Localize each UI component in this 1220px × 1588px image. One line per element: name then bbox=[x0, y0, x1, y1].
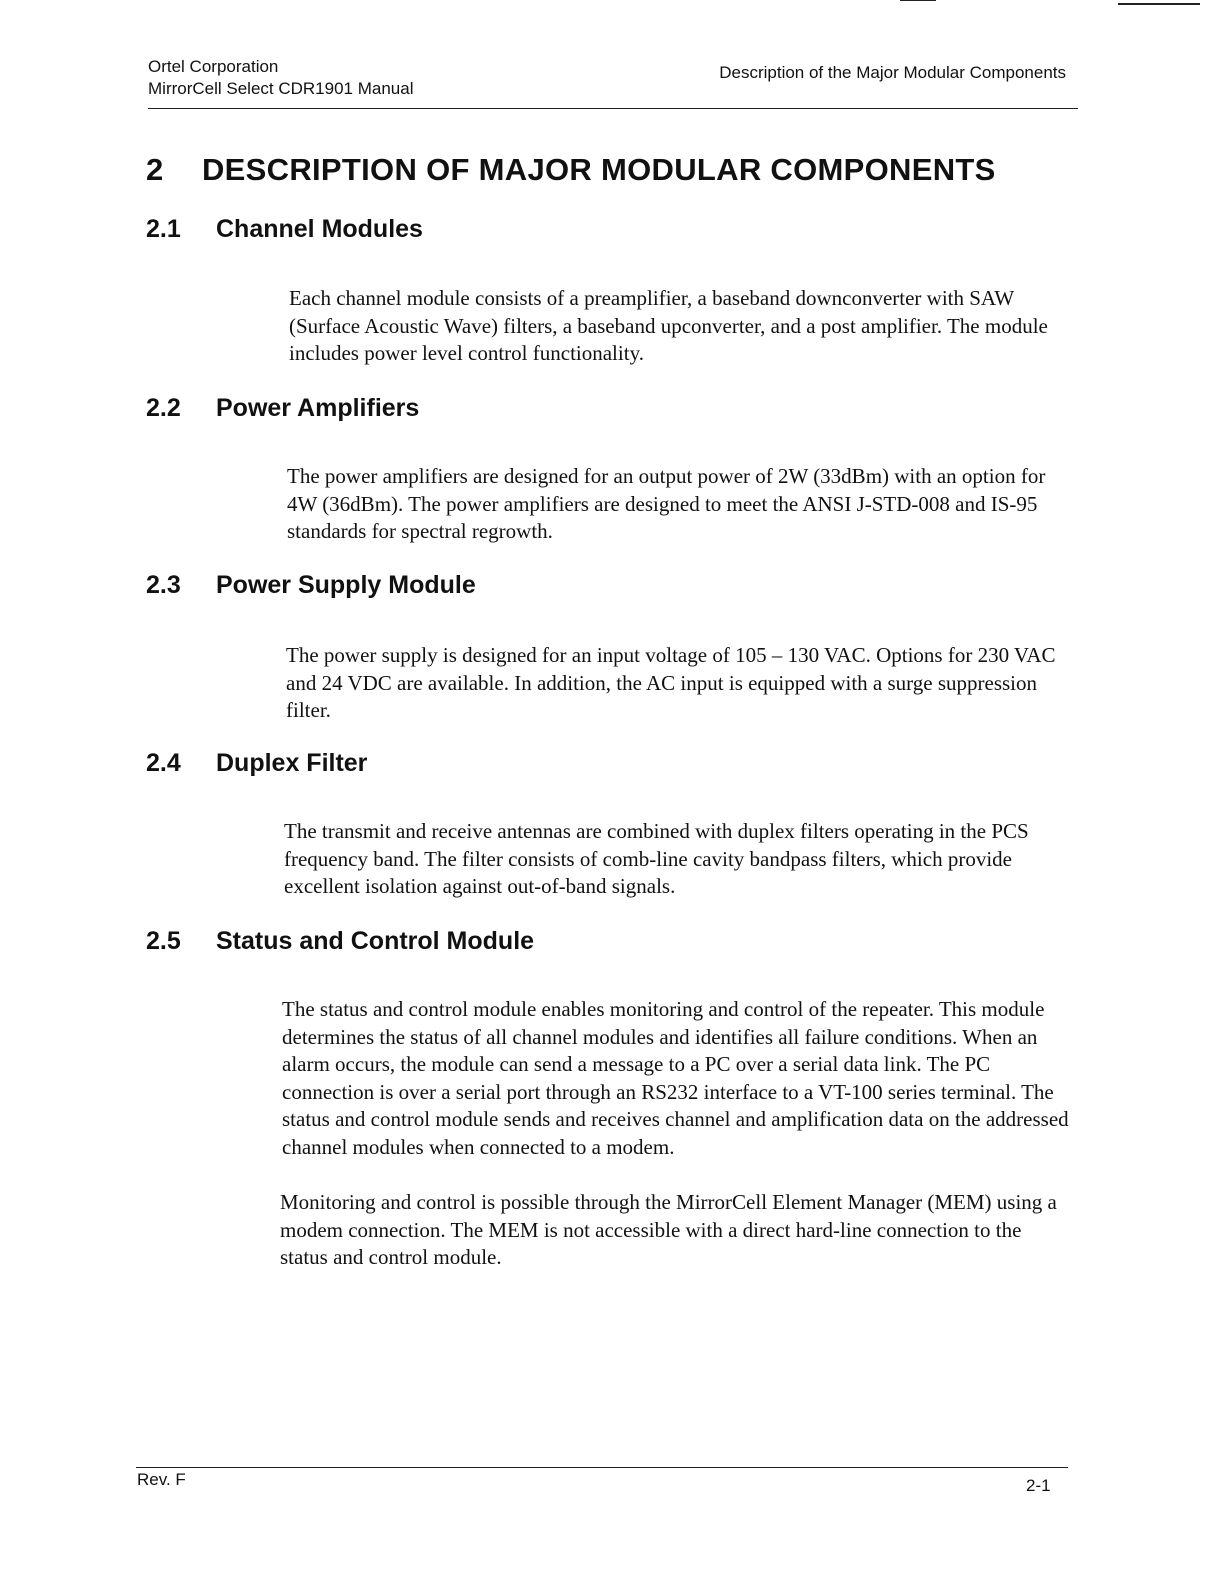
section-number: 2.1 bbox=[146, 215, 181, 243]
section-heading bbox=[146, 393, 1076, 423]
chapter-number: 2 bbox=[146, 152, 164, 187]
section-power-amplifiers bbox=[146, 393, 1076, 546]
section-heading bbox=[146, 926, 1076, 956]
footer-revision: Rev. F bbox=[137, 1470, 186, 1489]
header-manual: MirrorCell Select CDR1901 Manual bbox=[148, 79, 414, 98]
header-section-title: Description of the Major Modular Components bbox=[719, 63, 1066, 82]
section-power-supply-module bbox=[146, 570, 1076, 725]
section-paragraph: The power amplifiers are designed for an output power of 2W (33dBm) with an option for 4W (36dBm). The power amplifiers are designed to meet the ANSI J-STD-008 and IS-95 standards for spectral regrowth. bbox=[287, 464, 1046, 543]
section-number: 2.3 bbox=[146, 571, 181, 599]
section-status-and-control-module bbox=[146, 926, 1076, 1272]
section-title: Duplex Filter bbox=[216, 749, 368, 777]
section-heading bbox=[146, 214, 1076, 244]
header-company: Ortel Corporation bbox=[148, 57, 279, 76]
section-channel-modules bbox=[146, 214, 1076, 368]
section-paragraph: The power supply is designed for an input voltage of 105 – 130 VAC. Options for 230 VAC and 24 VDC are available. In addition, the AC input is equipped with a surge suppression filter. bbox=[286, 643, 1056, 722]
footer-page-number: 2-1 bbox=[1026, 1476, 1051, 1495]
section-paragraph: The status and control module enables monitoring and control of the repeater. This module determines the status of all channel modules and identifies all failure conditions. When an alarm occurs, the module can send a message to a PC over a serial data link. The PC connection is over a serial port through an RS232 interface to a VT-100 series terminal. The status and control module sends and receives channel and amplification data on the addressed channel modules when connected to a modem. bbox=[282, 997, 1069, 1159]
scan-mark bbox=[1118, 3, 1200, 5]
section-number: 2.5 bbox=[146, 927, 181, 955]
chapter-title bbox=[146, 152, 996, 188]
section-heading bbox=[146, 748, 1076, 778]
section-number: 2.4 bbox=[146, 749, 181, 777]
section-title: Status and Control Module bbox=[216, 927, 535, 955]
page-header bbox=[148, 56, 1078, 112]
section-paragraph: Each channel module consists of a preamplifier, a baseband downconverter with SAW (Surface Acoustic Wave) filters, a baseband upconverter, and a post amplifier. The module includes power level control functionality. bbox=[289, 286, 1048, 365]
footer-divider bbox=[136, 1467, 1068, 1468]
section-title: Channel Modules bbox=[216, 215, 423, 243]
header-left bbox=[148, 56, 413, 100]
header-divider bbox=[148, 108, 1078, 109]
chapter-title-text: DESCRIPTION OF MAJOR MODULAR COMPONENTS bbox=[202, 152, 996, 187]
section-number: 2.2 bbox=[146, 394, 181, 422]
section-duplex-filter bbox=[146, 748, 1076, 901]
section-paragraph: Monitoring and control is possible through the MirrorCell Element Manager (MEM) using a modem connection. The MEM is not accessible with a direct hard-line connection to the status and control module. bbox=[280, 1190, 1057, 1269]
section-heading bbox=[146, 570, 1076, 600]
section-paragraph: The transmit and receive antennas are combined with duplex filters operating in the PCS frequency band. The filter consists of comb-line cavity bandpass filters, which provide excellent isolation against out-of-band signals. bbox=[284, 819, 1029, 898]
section-title: Power Amplifiers bbox=[216, 394, 420, 422]
section-title: Power Supply Module bbox=[216, 571, 476, 599]
scan-mark bbox=[900, 0, 936, 1]
